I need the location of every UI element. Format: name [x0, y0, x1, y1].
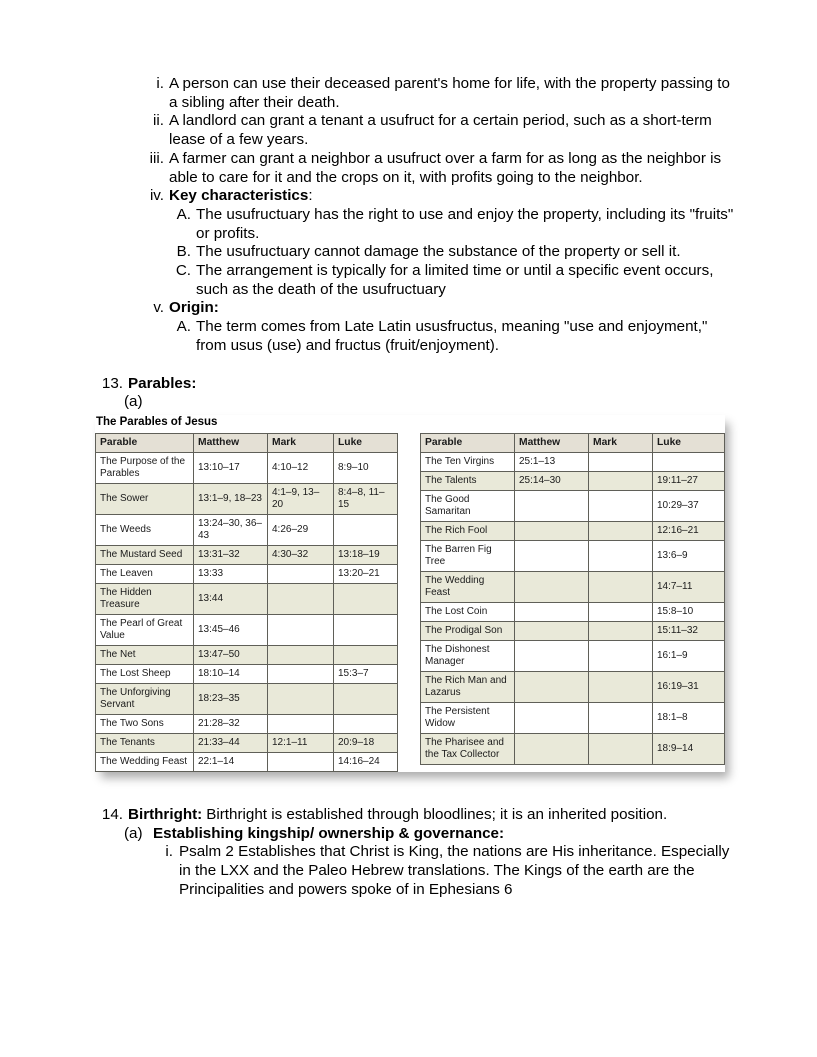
table-cell-luke: 15:8–10 [653, 602, 725, 621]
table-cell-parable: The Rich Fool [421, 521, 515, 540]
column-header-parable: Parable [96, 433, 194, 452]
table-cell-matthew [515, 490, 589, 521]
table-cell-parable: The Wedding Feast [96, 752, 194, 771]
list-item-text [164, 187, 313, 206]
table-cell-luke [334, 683, 398, 714]
table-cell-luke: 19:11–27 [653, 471, 725, 490]
column-header-matthew: Matthew [194, 433, 268, 452]
table-cell-mark [589, 521, 653, 540]
birthright-item-i [90, 843, 817, 899]
column-header-luke: Luke [653, 433, 725, 452]
table-cell-mark [268, 583, 334, 614]
table-cell-luke: 14:7–11 [653, 571, 725, 602]
table-cell-mark: 4:26–29 [268, 514, 334, 545]
list-marker: i. [165, 843, 173, 861]
table-cell-parable: The Barren Fig Tree [421, 540, 515, 571]
tables-title: The Parables of Jesus [96, 415, 218, 428]
list-item-v [90, 299, 817, 318]
table-row [96, 645, 398, 664]
table-cell-luke: 13:6–9 [653, 540, 725, 571]
table-cell-luke [653, 452, 725, 471]
table-cell-mark [589, 640, 653, 671]
sub-item-label: Establishing kingship/ ownership & governance: [153, 824, 505, 842]
list-item-text: The usufructuary cannot damage the substance of the property or sell it. [196, 243, 681, 261]
table-cell-parable: The Net [96, 645, 194, 664]
tables-row [95, 433, 725, 772]
table-cell-mark [268, 564, 334, 583]
usufruct-list-section [90, 75, 817, 356]
list-marker: A. [176, 318, 191, 336]
parables-section [90, 375, 817, 772]
table-row [421, 733, 725, 764]
table-cell-matthew: 25:1–13 [515, 452, 589, 471]
list-marker: B. [176, 243, 191, 261]
list-marker: ii. [153, 112, 164, 130]
table-cell-matthew: 13:33 [194, 564, 268, 583]
table-header-row [96, 433, 398, 452]
table-row [96, 733, 398, 752]
table-cell-parable: The Wedding Feast [421, 571, 515, 602]
table-row [96, 714, 398, 733]
list-marker: i. [156, 75, 164, 92]
table-cell-mark: 4:30–32 [268, 545, 334, 564]
table-cell-luke: 13:20–21 [334, 564, 398, 583]
table-cell-mark [268, 714, 334, 733]
sub-item-marker: (a) [124, 824, 143, 842]
table-cell-parable: The Sower [96, 483, 194, 514]
list-item-v-a [90, 318, 817, 355]
parables-table-right [420, 433, 725, 765]
table-cell-parable: The Pharisee and the Tax Collector [421, 733, 515, 764]
table-cell-parable: The Dishonest Manager [421, 640, 515, 671]
table-cell-mark: 4:10–12 [268, 452, 334, 483]
table-cell-mark [268, 614, 334, 645]
table-row [421, 671, 725, 702]
column-header-luke: Luke [334, 433, 398, 452]
list-item-iv-b [90, 243, 817, 262]
table-row [96, 683, 398, 714]
table-cell-matthew: 21:33–44 [194, 733, 268, 752]
table-cell-parable: The Hidden Treasure [96, 583, 194, 614]
table-cell-matthew: 13:31–32 [194, 545, 268, 564]
table-header-row [421, 433, 725, 452]
table-cell-parable: The Pearl of Great Value [96, 614, 194, 645]
table-cell-matthew: 18:23–35 [194, 683, 268, 714]
table-cell-luke: 12:16–21 [653, 521, 725, 540]
table-row [96, 564, 398, 583]
table-cell-matthew: 25:14–30 [515, 471, 589, 490]
table-cell-mark [589, 702, 653, 733]
table-row [96, 514, 398, 545]
table-cell-parable: The Good Samaritan [421, 490, 515, 521]
list-item-ii [90, 112, 817, 149]
table-cell-luke: 16:1–9 [653, 640, 725, 671]
table-row [421, 452, 725, 471]
table-cell-luke: 15:3–7 [334, 664, 398, 683]
list-item-i [90, 75, 817, 112]
list-item-text: A person can use their deceased parent's home for life, with the property passing to a sibling after their death. [169, 75, 730, 111]
column-header-parable: Parable [421, 433, 515, 452]
table-row [421, 471, 725, 490]
table-row [421, 521, 725, 540]
table-cell-matthew: 18:10–14 [194, 664, 268, 683]
table-cell-mark [589, 490, 653, 521]
table-cell-luke: 20:9–18 [334, 733, 398, 752]
table-row [96, 752, 398, 771]
table-row [421, 602, 725, 621]
table-cell-matthew [515, 540, 589, 571]
table-cell-luke [334, 514, 398, 545]
table-cell-luke [334, 614, 398, 645]
table-row [96, 545, 398, 564]
table-cell-mark [589, 471, 653, 490]
birthright-sub-item [124, 825, 817, 844]
list-item-text [123, 806, 667, 825]
table-row [421, 490, 725, 521]
table-cell-mark [589, 571, 653, 602]
list-item-iv-c [90, 262, 817, 299]
table-row [421, 702, 725, 733]
list-item-text [164, 299, 219, 318]
table-cell-parable: The Lost Coin [421, 602, 515, 621]
parables-heading-row [90, 375, 817, 394]
table-cell-mark [589, 452, 653, 471]
table-cell-mark [589, 540, 653, 571]
column-header-mark: Mark [268, 433, 334, 452]
list-item-text: Psalm 2 Establishes that Christ is King, the nations are His inheritance. Especially in the LXX and the Paleo Hebrew translations. The Kings of the earth are the Principalities and powers spoke of in Ephesians 6 [179, 843, 730, 898]
table-cell-mark [268, 683, 334, 714]
list-number: 14. [101, 805, 123, 823]
section-heading: Parables: [128, 374, 197, 392]
table-cell-matthew [515, 521, 589, 540]
table-cell-matthew: 21:28–32 [194, 714, 268, 733]
list-item-iii [90, 150, 817, 187]
table-row [421, 571, 725, 602]
list-item-text: The usufructuary has the right to use and enjoy the property, including its "fruits" or profits. [196, 205, 734, 242]
list-marker: A. [176, 205, 191, 223]
table-cell-mark: 12:1–11 [268, 733, 334, 752]
table-cell-luke [334, 714, 398, 733]
table-cell-luke [334, 583, 398, 614]
table-cell-parable: The Persistent Widow [421, 702, 515, 733]
table-cell-mark [268, 645, 334, 664]
list-marker: v. [153, 299, 164, 317]
table-cell-luke: 16:19–31 [653, 671, 725, 702]
table-row [421, 621, 725, 640]
table-row [96, 664, 398, 683]
table-cell-parable: The Prodigal Son [421, 621, 515, 640]
table-cell-luke [334, 645, 398, 664]
table-cell-luke: 18:1–8 [653, 702, 725, 733]
table-cell-parable: The Mustard Seed [96, 545, 194, 564]
list-item-text: The term comes from Late Latin ususfructus, meaning "use and enjoyment," from usus (use) and fructus (fruit/enjoyment). [196, 318, 708, 354]
bold-label: Key characteristics [169, 187, 309, 205]
table-cell-matthew [515, 702, 589, 733]
table-cell-mark [589, 621, 653, 640]
bold-label: Birthright: [128, 805, 203, 823]
column-header-matthew: Matthew [515, 433, 589, 452]
list-number: 13. [101, 374, 123, 392]
table-cell-parable: The Lost Sheep [96, 664, 194, 683]
list-item-text: The arrangement is typically for a limited time or until a specific event occurs, such as the death of the usufructuary [196, 262, 714, 298]
table-cell-luke: 8:4–8, 11–15 [334, 483, 398, 514]
table-cell-luke: 10:29–37 [653, 490, 725, 521]
table-cell-luke: 13:18–19 [334, 545, 398, 564]
label-colon: : [308, 187, 313, 205]
table-cell-matthew: 13:1–9, 18–23 [194, 483, 268, 514]
table-cell-mark [589, 733, 653, 764]
table-cell-mark [589, 671, 653, 702]
list-item-iv [90, 187, 817, 206]
list-item-text: A landlord can grant a tenant a usufruct for a certain period, such as a short-term lease of a few years. [169, 112, 712, 149]
heading-text: Birthright is established through bloodlines; it is an inherited position. [206, 805, 668, 823]
table-cell-matthew [515, 733, 589, 764]
sub-item-marker: (a) [124, 393, 143, 411]
table-cell-mark [589, 602, 653, 621]
table-cell-parable: The Ten Virgins [421, 452, 515, 471]
table-cell-matthew: 13:47–50 [194, 645, 268, 664]
table-cell-parable: The Rich Man and Lazarus [421, 671, 515, 702]
table-cell-matthew: 13:44 [194, 583, 268, 614]
table-cell-luke: 18:9–14 [653, 733, 725, 764]
table-row [96, 583, 398, 614]
table-row [96, 614, 398, 645]
list-marker: C. [175, 262, 191, 280]
list-marker: iii. [149, 149, 164, 167]
table-cell-matthew: 13:45–46 [194, 614, 268, 645]
table-cell-mark: 4:1–9, 13–20 [268, 483, 334, 514]
table-cell-parable: The Tenants [96, 733, 194, 752]
table-cell-matthew [515, 571, 589, 602]
table-row [421, 640, 725, 671]
list-item-text: A farmer can grant a neighbor a usufruct over a farm for as long as the neighbor is able to care for it and the crops on it, with profits going to the neighbor. [169, 149, 722, 186]
table-cell-luke: 15:11–32 [653, 621, 725, 640]
list-marker: iv. [149, 187, 164, 205]
table-cell-mark [268, 664, 334, 683]
list-item-iv-a [90, 206, 817, 243]
table-cell-matthew: 13:24–30, 36–43 [194, 514, 268, 545]
table-cell-matthew [515, 602, 589, 621]
birthright-section [90, 806, 817, 900]
column-header-mark: Mark [589, 433, 653, 452]
parables-tables-image [95, 415, 725, 772]
table-cell-parable: The Two Sons [96, 714, 194, 733]
table-cell-matthew: 13:10–17 [194, 452, 268, 483]
table-cell-matthew [515, 640, 589, 671]
table-cell-parable: The Leaven [96, 564, 194, 583]
table-cell-luke: 8:9–10 [334, 452, 398, 483]
table-cell-parable: The Weeds [96, 514, 194, 545]
birthright-heading-row [90, 806, 817, 825]
bold-label: Origin: [169, 299, 219, 317]
table-cell-matthew: 22:1–14 [194, 752, 268, 771]
table-cell-matthew [515, 671, 589, 702]
table-cell-matthew [515, 621, 589, 640]
table-row [96, 483, 398, 514]
table-row [96, 452, 398, 483]
table-row [421, 540, 725, 571]
table-cell-mark [268, 752, 334, 771]
table-cell-parable: The Talents [421, 471, 515, 490]
table-cell-parable: The Purpose of the Parables [96, 452, 194, 483]
table-cell-parable: The Unforgiving Servant [96, 683, 194, 714]
parables-table-left [95, 433, 398, 772]
table-cell-luke: 14:16–24 [334, 752, 398, 771]
